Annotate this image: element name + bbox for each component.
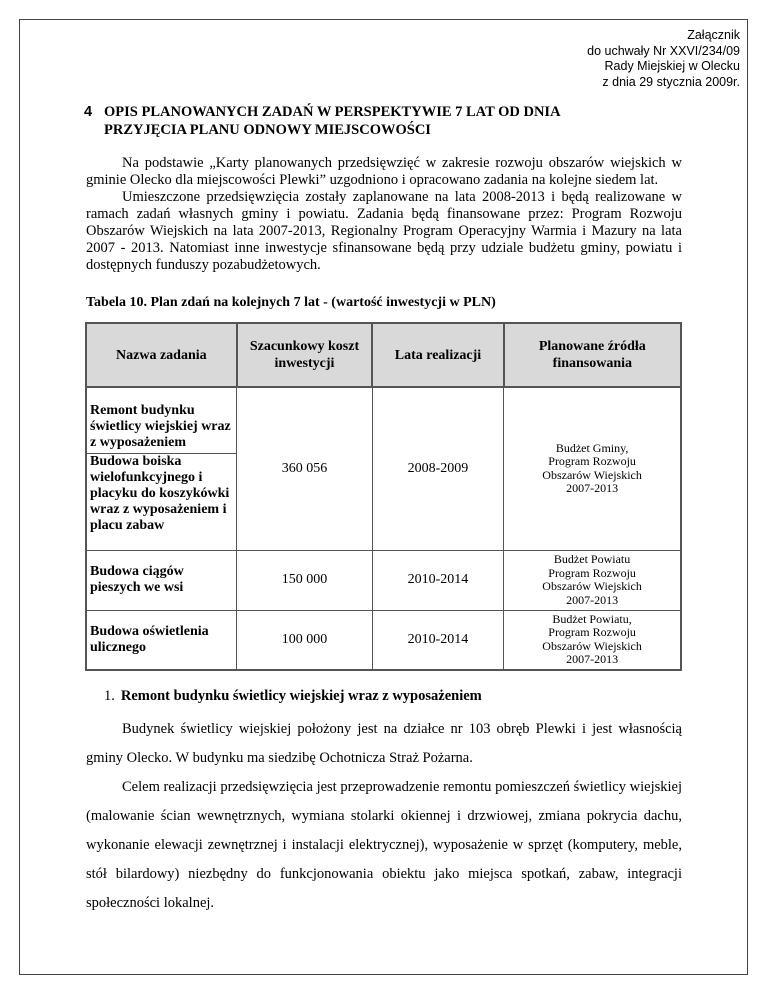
- header-cell: Nazwa zadania: [86, 323, 237, 387]
- sources-cell: [504, 610, 681, 670]
- intro-text: [86, 155, 682, 274]
- paragraph: Budynek świetlicy wiejskiej położony jest na działce nr 103 obręb Plewki i jest własnością gminy Olecko. W budynku ma siedzibę Ochotnicza Straż Pożarna.: [86, 721, 682, 766]
- source-line: Program Rozwoju: [548, 454, 636, 469]
- heading-line: PRZYJĘCIA PLANU ODNOWY MIEJSCOWOŚCI: [104, 122, 431, 138]
- heading-line: OPIS PLANOWANYCH ZADAŃ W PERSPEKTYWIE 7 LAT OD DNIA: [104, 104, 561, 120]
- cost-cell: 360 056: [237, 387, 373, 550]
- attachment-line: z dnia 29 stycznia 2009r.: [602, 74, 740, 89]
- years-cell: 2008-2009: [372, 387, 503, 550]
- table-row: [86, 550, 681, 610]
- task-name-cell: [86, 387, 237, 550]
- attachment-note: [587, 28, 740, 90]
- table-caption: Tabela 10. Plan zdań na kolejnych 7 lat - (wartość inwestycji w PLN): [86, 295, 496, 310]
- cost-cell: 150 000: [237, 550, 373, 610]
- subsection-title-text: Remont budynku świetlicy wiejskiej wraz z wyposażeniem: [120, 688, 482, 704]
- source-line: 2007-2013: [566, 481, 619, 496]
- header-cell: Planowane źródła finansowania: [504, 323, 681, 387]
- header-cell: Szacunkowy koszt inwestycji: [237, 323, 373, 387]
- heading-number: 4: [84, 104, 93, 120]
- subsection-title: [104, 688, 482, 705]
- source-line: 2007-2013: [566, 652, 619, 667]
- cost-cell: 100 000: [237, 610, 373, 670]
- section-heading: [84, 103, 694, 139]
- header-cell: Lata realizacji: [372, 323, 503, 387]
- sources-cell: [504, 387, 681, 550]
- paragraph: Umieszczone przedsięwzięcia zostały zaplanowane na lata 2008-2013 i będą realizowane w ramach zadań własnych gminy i powiatu. Zadania będą finansowane przez: Program Rozwoju Obszarów Wiejskich na lata 2007-2013, Regionalny Program Operacyjny Warmia i Mazury na lata 2007 - 2013. Natomiast inne inwestycje sfinansowane będą przy udziale budżetu gminy, powiatu i dostępnych funduszy pozabudżetowych.: [86, 189, 682, 273]
- source-line: Budżet Powiatu: [553, 552, 631, 566]
- subsection-number: 1.: [104, 688, 115, 704]
- source-line: 2007-2013: [566, 592, 619, 607]
- attachment-line: Załącznik: [687, 28, 740, 42]
- task-name: Budowa ciągów pieszych we wsi: [86, 550, 237, 610]
- table-header-row: [86, 323, 681, 387]
- years-cell: 2010-2014: [372, 550, 503, 610]
- source-line: Obszarów Wiejskich: [542, 579, 642, 593]
- plan-table: [85, 322, 682, 671]
- source-line: Obszarów Wiejskich: [542, 467, 642, 482]
- source-line: Program Rozwoju: [548, 565, 636, 580]
- sources-cell: [504, 550, 681, 610]
- task-name: Budowa boiska wielofunkcyjnego i placyku do koszykówki wraz z wyposażeniem i placu zabaw: [90, 454, 230, 534]
- source-line: Budżet Powiatu,: [552, 611, 632, 626]
- years-cell: 2010-2014: [372, 610, 503, 670]
- task-name: Remont budynku świetlicy wiejskiej wraz z wyposażeniem: [87, 403, 236, 454]
- subsection-body: [86, 715, 682, 918]
- source-line: Obszarów Wiejskich: [542, 638, 642, 653]
- source-line: Budżet Gminy,: [555, 440, 629, 455]
- table-row: [86, 387, 681, 550]
- attachment-line: Rady Miejskiej w Olecku: [604, 59, 740, 73]
- task-name: Budowa oświetlenia ulicznego: [86, 610, 237, 670]
- paragraph: Na podstawie „Karty planowanych przedsięwzięć w zakresie rozwoju obszarów wiejskich w gminie Olecko dla miejscowości Plewki” uzgodniono i opracowano zadania na kolejne siedem lat.: [86, 155, 682, 188]
- table-row: [86, 610, 681, 670]
- paragraph: Celem realizacji przedsięwzięcia jest przeprowadzenie remontu pomieszczeń świetlicy wiejskiej (malowanie ścian wewnętrznych, wymiana stolarki okiennej i drzwiowej, zmiana pokrycia dachu, wykonanie elewacji zewnętrznej i instalacji elektrycznej), wyposażenie w sprzęt (komputery, meble, stół bilardowy) niezbędny do funkcjonowania obiektu jako miejsca spotkań, zabaw, integracji społeczności lokalnej.: [86, 779, 682, 911]
- attachment-line: do uchwały Nr XXVI/234/09: [587, 43, 740, 58]
- source-line: Program Rozwoju: [548, 625, 636, 640]
